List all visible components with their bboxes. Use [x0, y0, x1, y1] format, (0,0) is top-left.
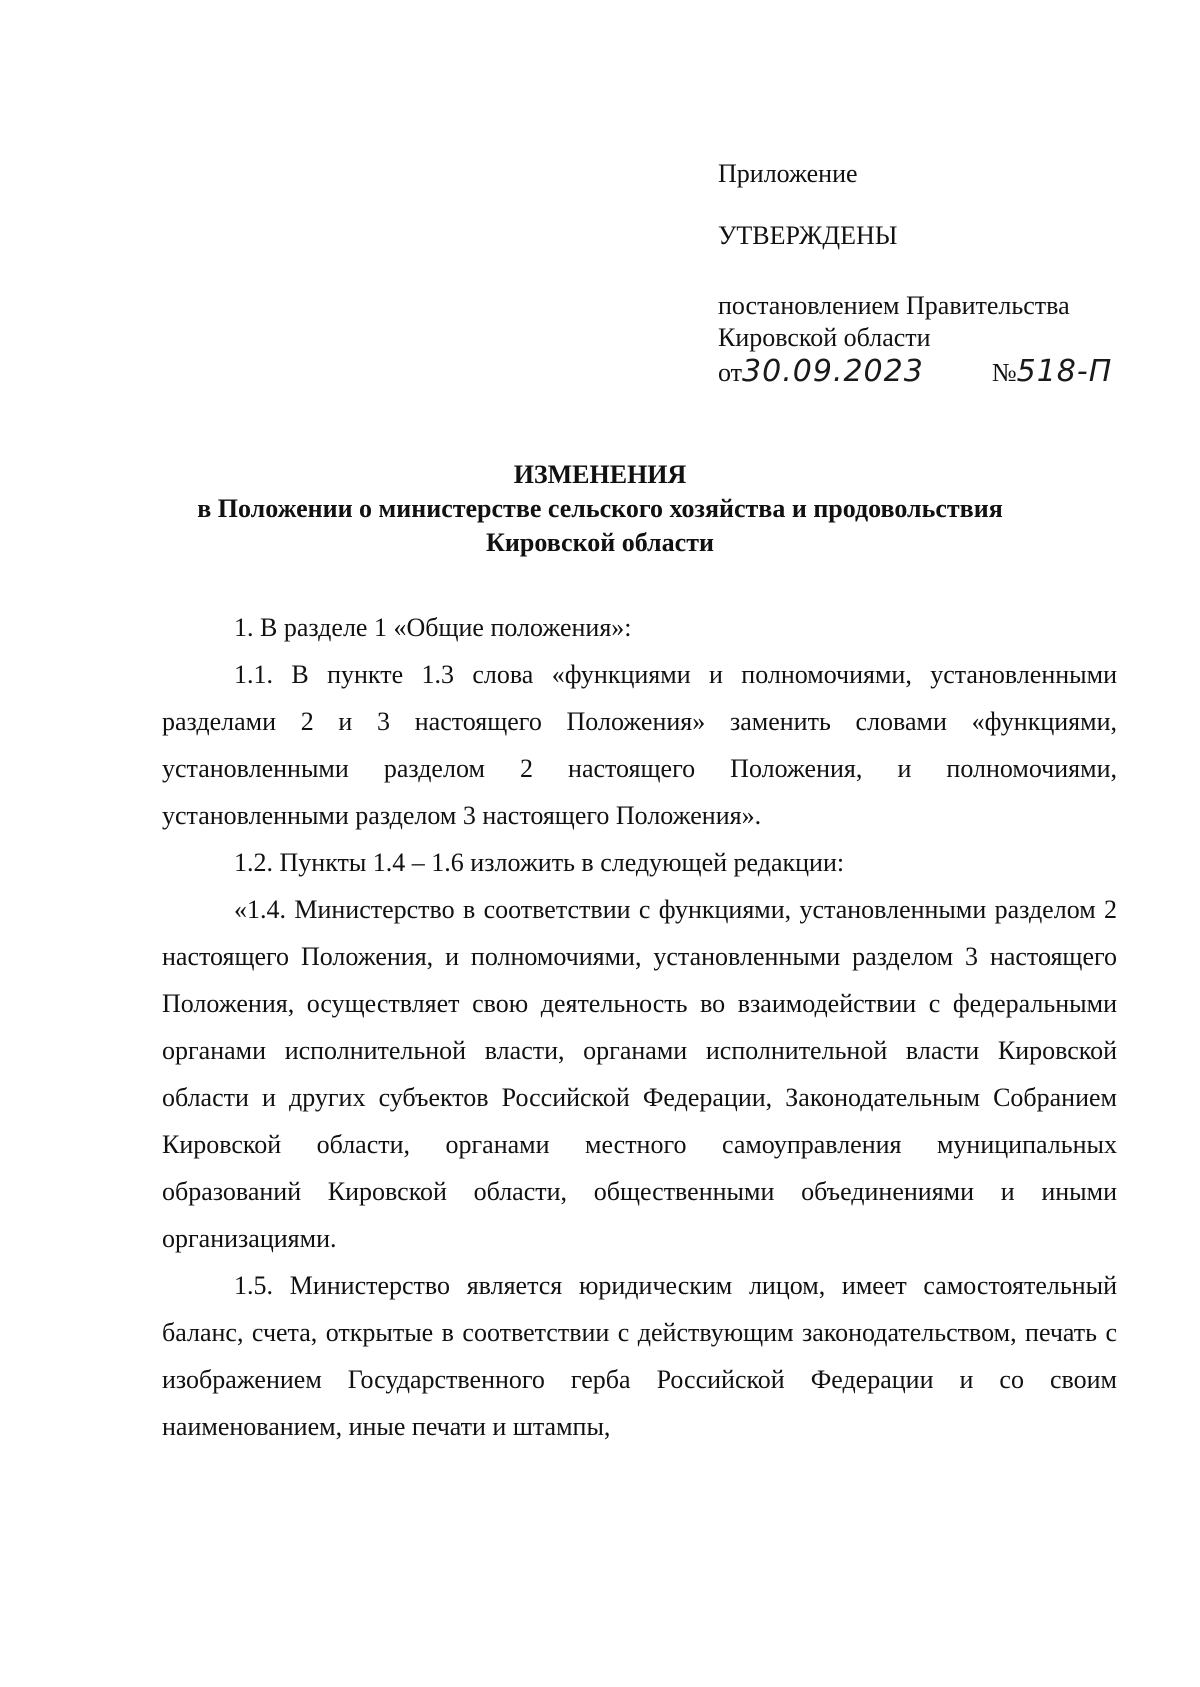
- handwritten-number: 518-П: [1016, 354, 1113, 389]
- paragraph-1-4: «1.4. Министерство в соответствии с функциями, установленными разделом 2 настоящего Положения, и полномочиями, установленными разделом 3 настоящего Положения, осуществляет свою деятельность во взаимодействии с федеральными органами исполнительной власти, органами исполнительной власти Кировской области и других субъектов Российской Федерации, Законодательным Собранием Кировской области, органами местного самоуправления муниципальных образований Кировской области, общественными объединениями и иными организациями.: [162, 895, 1117, 1253]
- paragraph-1-1: 1.1. В пункте 1.3 слова «функциями и полномочиями, установленными разделами 2 и 3 настоящего Положения» заменить словами «функциями, установленными разделом 2 настоящего Положения, и полномочиями, установленными разделом 3 настоящего Положения».: [162, 660, 1117, 830]
- heading-subtitle: в Положении о министерстве сельского хозяйства и продовольствия: [197, 494, 1003, 523]
- date-prefix: от: [718, 358, 743, 387]
- number-prefix: №: [991, 358, 1017, 387]
- approval-block: [718, 158, 1118, 389]
- appendix-label: Приложение: [718, 159, 858, 188]
- approved-label: УТВЕРЖДЕНЫ: [718, 221, 898, 250]
- paragraph-1-2: 1.2. Пункты 1.4 – 1.6 изложить в следующей редакции:: [234, 848, 845, 877]
- paragraph-1-5: 1.5. Министерство является юридическим лицом, имеет самостоятельный баланс, счета, открытые в соответствии с действующим законодательством, печать с изображением Государственного герба Российской Федерации и со своим наименованием, иные печати и штампы,: [162, 1271, 1117, 1441]
- paragraph-1: 1. В разделе 1 «Общие положения»:: [234, 613, 632, 642]
- heading-subtitle-region: Кировской области: [486, 528, 714, 557]
- heading-title: ИЗМЕНЕНИЯ: [513, 460, 687, 489]
- document-heading: [0, 458, 1200, 560]
- document-body: [162, 604, 1117, 1450]
- date-number-line: [718, 356, 1118, 389]
- region-line: Кировской области: [718, 323, 931, 352]
- resolution-line: постановлением Правительства: [718, 291, 1070, 320]
- handwritten-date: 30.09.2023: [742, 354, 924, 389]
